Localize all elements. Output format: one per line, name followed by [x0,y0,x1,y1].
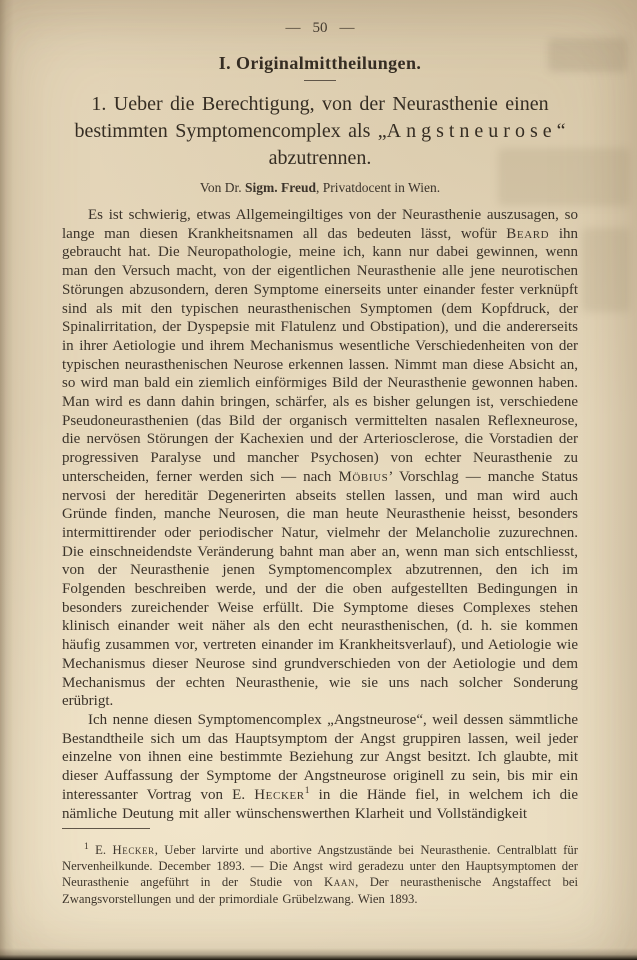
byline-author: Sigm. Freud [245,180,317,195]
text-run: , Der neurasthenische Angstaffect bei Zwangsvorstellungen und der primordiale Grübelzwang. Wien 1893. [62,875,578,906]
person-name: Beard [506,225,550,242]
title-emphasized-word: Angstneurose [386,120,557,142]
page-bottom-edge-shadow [0,948,637,960]
person-name: Möbius [338,468,389,485]
text-run: Ich nenne diesen Symptomencomplex „Angstneurose“, weil dessen sämmtliche Bestandtheile sich um das Hauptsymptom der Angst gruppiren lassen, weil jeder einzelne von ihnen eine bestimmte Beziehung zur Angst besitzt. Ich glaubte, mit dieser Auffassung der Symptome der Angstneurose originell zu sein, bis mir ein interessanter Vortrag von E. [62,711,578,803]
footnote [62,842,578,907]
paragraph [62,206,578,711]
byline-suffix: , Privatdocent in Wien. [316,180,441,195]
person-name: Hecker [112,842,155,857]
section-divider [304,80,336,81]
footnote-marker: 1 [304,785,310,796]
page-content [62,14,578,920]
person-name: Hecker [254,786,305,803]
page-left-edge-shadow [0,0,14,960]
title-line-2-pre: bestimmten Symptomencomplex als „ [74,120,387,142]
text-run: Es ist schwierig, etwas Allgemeingiltiges von der Neurasthenie auszusagen, so lange man diesen Krankheitsnamen all das bedeuten lässt, wofür [62,207,578,242]
title-line-1: 1. Ueber die Berechtigung, von der Neurasthenie einen [91,93,549,115]
footnote-marker: 1 [84,841,89,852]
page-number: — 50 — [285,20,355,36]
footnote-divider [62,828,150,829]
text-run: ’ Vorschlag — manche Status nervosi der hereditär Degenerirten abseits stellen lassen, und man wird auch Gründe finden, manche Neurosen, die man heute Neurasthenie heisst, besonders intermittirender oder periodischer Natur, vielmehr der Melancholie zuzurechnen. Die einschneidendste Veränderung bahnt man aber an, wenn man sich entschliesst, von der Neurasthenie jenen Symptomencomplex abzutrennen, den ich im Folgenden beschreiben werde, und der die oben aufgestellten Bedingungen in besonders zureichender Weise erfüllt. Die Symptome dieses Complexes stehen klinisch einander weit näher als den echt neurasthenischen, (d. h. sie kommen häufig zusammen vor, vertreten einander im Krankheitsverlauf), und Aetiologie wie Mechanismus dieser Neurose sind grundverschieden von der Aetiologie und dem Mechanismus der echten Neurasthenie, wie sie uns nach solcher Sonderung erübrigt. [62,468,578,710]
byline [62,180,578,196]
text-run: in die Hände fiel, in welchem ich die nämliche Deutung mit aller wünschenswerthen Klarheit und Vollständigkeit [62,786,579,822]
showthrough-ghost-text [582,228,630,312]
text-run: , Ueber larvirte und abortive Angstzustände bei Neurasthenie. Centralblatt für Nervenheilkunde. December 1893. — Die Angst wird geradezu unter den Hauptsymptomen der Neurasthenie angeführt in der Studie von [62,842,578,890]
person-name: Kaan [324,875,356,890]
title-line-3: abzutrennen. [268,147,372,169]
section-heading: I. Originalmittheilungen. [218,53,422,73]
text-run: E. [88,842,113,857]
paragraph [62,711,578,823]
text-run: ihn gebraucht hat. Die Neuropathologie, meine ich, kann nur dabei gewinnen, wenn man den Versuch macht, von der eigentlichen Neurasthenie alle jene neurotischen Störungen abzusondern, deren Symptome einerseits unter einander fester verknüpft sind als mit den typischen neurasthenischen Symptomen (dem Kopfdruck, der Spinalirritation, der Dyspepsie mit Flatulenz und Obstipation), und die andererseits in ihrer Aetiologie und ihrem Mechanismus wesentliche Verschiedenheiten von der typischen neurasthenischen Neurose erkennen lassen. Nimmt man diese Absicht an, so wird man bald ein ziemlich einförmiges Bild der Neurasthenie gewonnen haben. Man wird es dann dahin bringen, schärfer, als es bisher gelungen ist, verschiedene Pseudoneurasthenien (das Bild der organisch vermittelten nasalen Reflexneurose, die nervösen Störungen der Kachexien und der Arteriosclerose, die Vorstadien der progressiven Paralyse und mancher Psychosen) von echter Neurasthenie zu unterscheiden, ferner werden sich — nach [62,225,578,485]
article-title [62,91,578,172]
title-line-2-post: “ [556,120,566,142]
article-body [62,206,578,823]
byline-prefix: Von Dr. [199,180,246,195]
